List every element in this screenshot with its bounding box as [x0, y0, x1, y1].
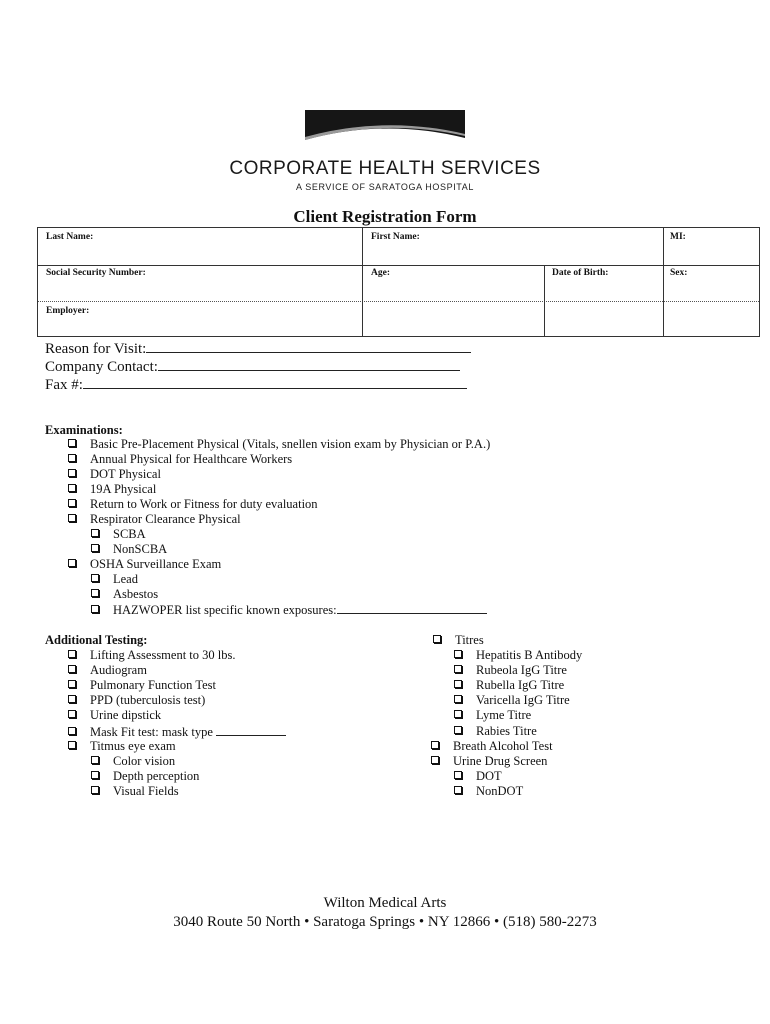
reason-label: Reason for Visit: [45, 341, 147, 357]
exam-label: DOT Physical [90, 467, 161, 481]
column-divider [362, 228, 363, 336]
test-label: Lifting Assessment to 30 lbs. [90, 648, 236, 662]
test-sub-checkbox[interactable] [454, 708, 531, 723]
row-divider-dotted [38, 301, 759, 302]
test-label: Varicella IgG Titre [476, 693, 570, 707]
test-label: Mask Fit test: mask type [90, 725, 213, 739]
fax-input[interactable] [83, 375, 467, 389]
test-label: Pulmonary Function Test [90, 678, 216, 692]
test-checkbox[interactable] [431, 739, 553, 754]
test-label: Rubeola IgG Titre [476, 663, 567, 677]
checkbox-icon[interactable] [91, 605, 99, 613]
test-label: PPD (tuberculosis test) [90, 693, 206, 707]
checkbox-icon[interactable] [68, 469, 76, 477]
checkbox-icon[interactable] [454, 650, 462, 658]
column-divider [544, 266, 545, 336]
employer-field[interactable]: Employer: [46, 306, 90, 316]
test-checkbox[interactable] [68, 648, 236, 663]
checkbox-icon[interactable] [433, 635, 441, 643]
checkbox-icon[interactable] [454, 695, 462, 703]
exam-checkbox[interactable] [68, 467, 161, 482]
checkbox-icon[interactable] [68, 439, 76, 447]
test-label: Urine Drug Screen [453, 754, 548, 768]
mi-field[interactable]: MI: [670, 232, 686, 242]
checkbox-icon[interactable] [454, 680, 462, 688]
exam-checkbox[interactable] [68, 452, 292, 467]
test-sub-checkbox[interactable] [454, 769, 502, 784]
test-label: Lyme Titre [476, 708, 532, 722]
last-name-field[interactable]: Last Name: [46, 232, 94, 242]
company-contact-line[interactable] [45, 357, 460, 376]
reason-for-visit-line[interactable] [45, 339, 471, 358]
checkbox-icon[interactable] [454, 726, 462, 734]
company-contact-label: Company Contact: [45, 359, 158, 375]
registration-table [37, 227, 760, 337]
checkbox-icon[interactable] [68, 695, 76, 703]
test-checkbox[interactable] [431, 754, 547, 769]
exam-sub-checkbox[interactable] [91, 587, 158, 602]
test-checkbox[interactable] [68, 678, 216, 693]
checkbox-icon[interactable] [91, 786, 99, 794]
checkbox-icon[interactable] [454, 710, 462, 718]
row-divider [38, 265, 759, 266]
exam-label: NonSCBA [113, 542, 168, 556]
first-name-field[interactable]: First Name: [371, 232, 420, 242]
checkbox-icon[interactable] [91, 771, 99, 779]
examinations-heading: Examinations: [45, 423, 123, 437]
test-label: Rabies Titre [476, 724, 537, 738]
additional-testing-heading: Additional Testing: [45, 633, 148, 647]
test-sub-checkbox[interactable] [454, 648, 582, 663]
exam-label: Basic Pre-Placement Physical (Vitals, snellen vision exam by Physician or P.A.) [90, 437, 491, 451]
fax-line[interactable] [45, 375, 467, 394]
checkbox-icon[interactable] [91, 529, 99, 537]
test-checkbox[interactable] [68, 724, 286, 740]
test-label: Titmus eye exam [90, 739, 176, 753]
exam-checkbox[interactable] [68, 482, 156, 497]
checkbox-icon[interactable] [431, 741, 439, 749]
checkbox-icon[interactable] [454, 665, 462, 673]
test-sub-checkbox[interactable] [91, 769, 199, 784]
exam-label: OSHA Surveillance Exam [90, 557, 222, 571]
mask-type-input[interactable] [216, 724, 286, 736]
test-checkbox[interactable] [68, 739, 176, 754]
checkbox-icon[interactable] [91, 589, 99, 597]
dob-field[interactable]: Date of Birth: [552, 268, 609, 278]
checkbox-icon[interactable] [454, 786, 462, 794]
exam-checkbox[interactable] [68, 557, 221, 572]
exam-checkbox[interactable] [68, 512, 241, 527]
checkbox-icon[interactable] [68, 514, 76, 522]
test-sub-checkbox[interactable] [454, 784, 523, 799]
test-label: Titres [455, 633, 484, 647]
exam-checkbox[interactable] [68, 437, 490, 452]
ssn-field[interactable]: Social Security Number: [46, 268, 146, 278]
exam-label: Asbestos [113, 587, 159, 601]
checkbox-icon[interactable] [91, 574, 99, 582]
checkbox-icon[interactable] [68, 665, 76, 673]
footer-address: 3040 Route 50 North • Saratoga Springs • NY 12866 • (518) 580-2273 [173, 914, 597, 930]
exam-label: Return to Work or Fitness for duty evaluation [90, 497, 318, 511]
test-checkbox[interactable] [68, 663, 147, 678]
brand-name: CORPORATE HEALTH SERVICES [229, 158, 541, 179]
test-label: Depth perception [113, 769, 200, 783]
test-sub-checkbox[interactable] [454, 724, 537, 739]
exam-label: 19A Physical [90, 482, 157, 496]
exam-sub-checkbox[interactable] [91, 602, 487, 618]
test-checkbox[interactable] [68, 708, 161, 723]
test-label: Visual Fields [113, 784, 179, 798]
checkbox-icon[interactable] [431, 756, 439, 764]
brand-subtitle: A SERVICE OF SARATOGA HOSPITAL [296, 182, 474, 192]
test-sub-checkbox[interactable] [454, 678, 564, 693]
age-field[interactable]: Age: [371, 268, 390, 278]
checkbox-icon[interactable] [68, 710, 76, 718]
form-title: Client Registration Form [293, 207, 477, 226]
test-label: DOT [476, 769, 502, 783]
test-checkbox[interactable] [68, 693, 205, 708]
checkbox-icon[interactable] [454, 771, 462, 779]
test-label: Hepatitis B Antibody [476, 648, 583, 662]
column-divider [663, 228, 664, 336]
fax-label: Fax #: [45, 377, 83, 393]
checkbox-icon[interactable] [68, 559, 76, 567]
checkbox-icon[interactable] [68, 741, 76, 749]
exam-label: SCBA [113, 527, 146, 541]
checkbox-icon[interactable] [91, 544, 99, 552]
test-sub-checkbox[interactable] [91, 784, 179, 799]
checkbox-icon[interactable] [68, 680, 76, 688]
checkbox-icon[interactable] [68, 484, 76, 492]
exam-sub-checkbox[interactable] [91, 527, 146, 542]
exam-label: Respirator Clearance Physical [90, 512, 241, 526]
test-label: Audiogram [90, 663, 147, 677]
test-sub-checkbox[interactable] [91, 754, 175, 769]
checkbox-icon[interactable] [68, 499, 76, 507]
exam-sub-checkbox[interactable] [91, 572, 138, 587]
footer-clinic-name: Wilton Medical Arts [323, 895, 447, 911]
test-sub-checkbox[interactable] [454, 693, 570, 708]
exam-checkbox[interactable] [68, 497, 318, 512]
checkbox-icon[interactable] [68, 454, 76, 462]
test-label: Color vision [113, 754, 176, 768]
exam-label: HAZWOPER list specific known exposures: [113, 603, 337, 617]
exam-label: Lead [113, 572, 138, 586]
test-label: Rubella IgG Titre [476, 678, 565, 692]
test-checkbox[interactable] [433, 633, 484, 648]
exam-label: Annual Physical for Healthcare Workers [90, 452, 293, 466]
test-label: Breath Alcohol Test [453, 739, 553, 753]
exposures-input[interactable] [337, 602, 487, 614]
checkbox-icon[interactable] [68, 727, 76, 735]
hospital-arc-logo-icon [305, 110, 465, 148]
checkbox-icon[interactable] [68, 650, 76, 658]
exam-sub-checkbox[interactable] [91, 542, 167, 557]
checkbox-icon[interactable] [91, 756, 99, 764]
reason-input[interactable] [146, 339, 471, 353]
company-contact-input[interactable] [158, 357, 460, 371]
sex-field[interactable]: Sex: [670, 268, 688, 278]
test-sub-checkbox[interactable] [454, 663, 567, 678]
test-label: Urine dipstick [90, 708, 162, 722]
test-label: NonDOT [476, 784, 524, 798]
